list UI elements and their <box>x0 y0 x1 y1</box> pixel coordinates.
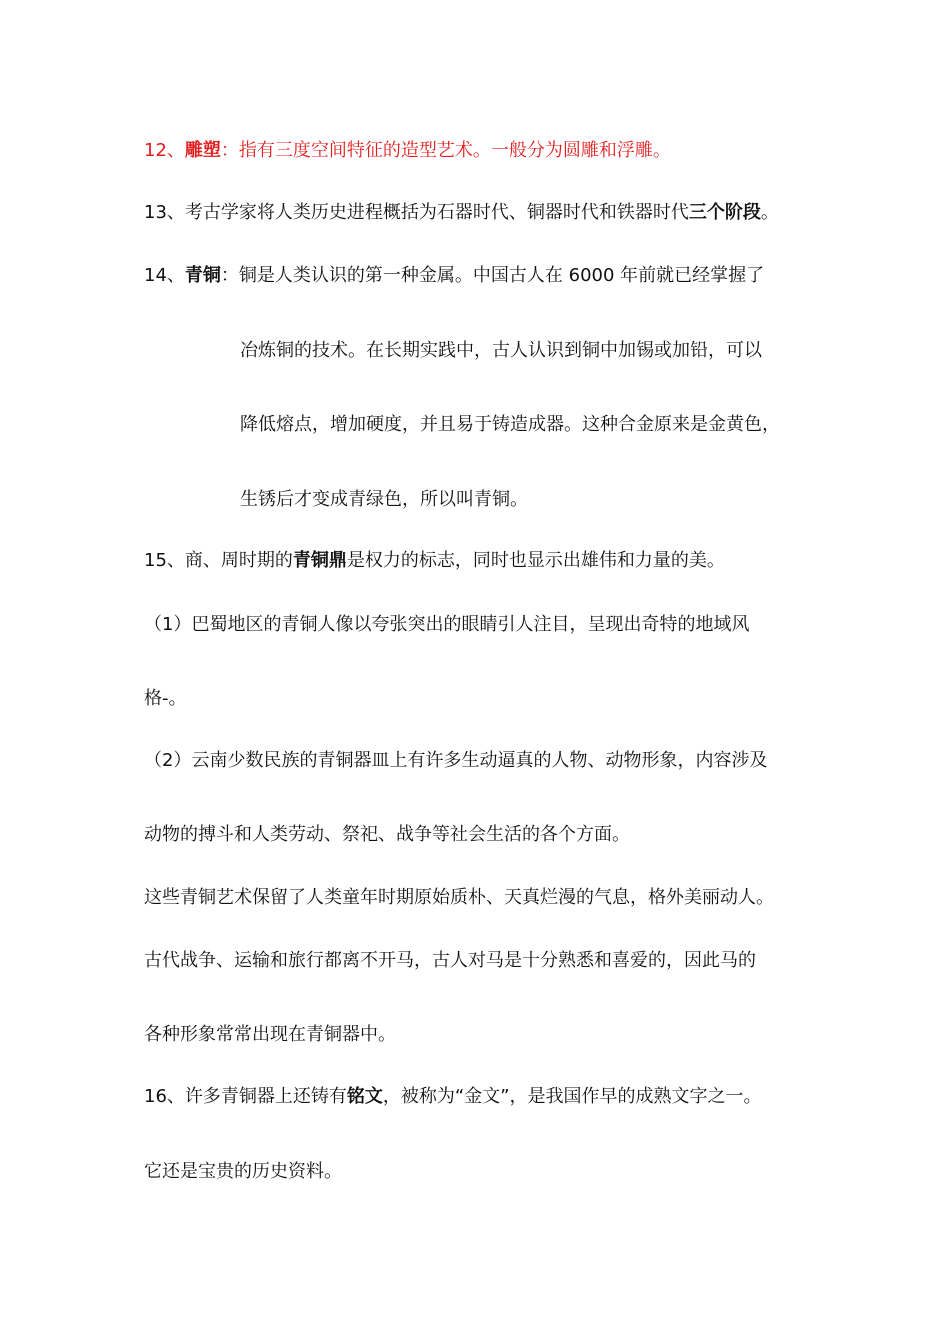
item-15-sub1-line2: 格-。 <box>144 688 187 709</box>
item-13-end: 。 <box>760 202 779 223</box>
item-15-post: 是权力的标志，同时也显示出雄伟和力量的美。 <box>346 550 725 571</box>
item-14-number: 14、 <box>144 265 185 286</box>
item-13-bold: 三个阶段 <box>688 202 761 223</box>
item-15-sub2-line2: 动物的搏斗和人类劳动、祭祀、战争等社会生活的各个方面。 <box>144 824 630 845</box>
item-15 <box>144 548 725 574</box>
item-15-sub1-line1: （1）巴蜀地区的青铜人像以夸张突出的眼睛引人注目，呈现出奇特的地域风 <box>144 614 750 635</box>
item-15-para2-line1: 古代战争、运输和旅行都离不开马，古人对马是十分熟悉和喜爱的，因此马的 <box>144 950 756 971</box>
item-14-line1: ：铜是人类认识的第一种金属。中国古人在 6000 年前就已经掌握了 <box>220 265 765 286</box>
item-14 <box>144 263 764 289</box>
item-16-pre: 16、许多青铜器上还铸有 <box>144 1086 347 1107</box>
item-16 <box>144 1084 762 1110</box>
item-15-para1: 这些青铜艺术保留了人类童年时期原始质朴、天真烂漫的气息，格外美丽动人。 <box>144 887 774 908</box>
item-12-number: 12、 <box>144 140 185 161</box>
item-12-text: ：指有三度空间特征的造型艺术。一般分为圆雕和浮雕。 <box>220 140 671 161</box>
item-12 <box>144 138 671 164</box>
item-12-term: 雕塑 <box>184 140 221 161</box>
item-15-para2-line2: 各种形象常常出现在青铜器中。 <box>144 1024 396 1045</box>
item-15-pre: 15、商、周时期的 <box>144 550 293 571</box>
item-14-term: 青铜 <box>184 265 221 286</box>
item-14-line3: 降低熔点，增加硬度，并且易于铸造成器。这种合金原来是金黄色， <box>240 414 780 435</box>
item-16-post: ，被称为“金文”，是我国作早的成熟文字之一。 <box>382 1086 762 1107</box>
item-15-bold: 青铜鼎 <box>292 550 347 571</box>
item-16-bold: 铭文 <box>346 1086 383 1107</box>
item-13-text: 13、考古学家将人类历史进程概括为石器时代、铜器时代和铁器时代 <box>144 202 689 223</box>
item-14-line2: 冶炼铜的技术。在长期实践中，古人认识到铜中加锡或加铅，可以 <box>240 340 762 361</box>
item-16-line2: 它还是宝贵的历史资料。 <box>144 1161 342 1182</box>
item-13 <box>144 200 779 226</box>
item-14-line4: 生锈后才变成青绿色，所以叫青铜。 <box>240 489 528 510</box>
item-15-sub2-line1: （2）云南少数民族的青铜器皿上有许多生动逼真的人物、动物形象，内容涉及 <box>144 750 768 771</box>
